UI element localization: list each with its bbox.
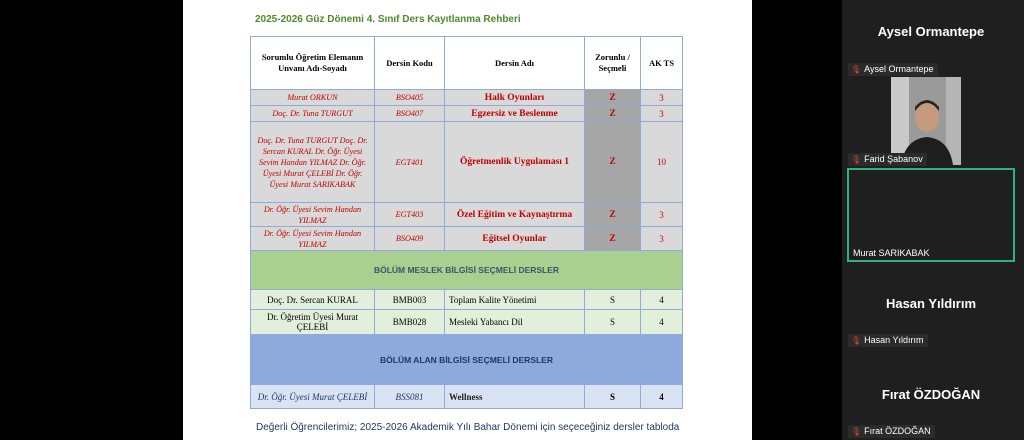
- header-code: Dersin Kodu: [375, 37, 445, 90]
- required-cell: S: [585, 290, 641, 310]
- instructor-cell: Dr. Öğretim Üyesi Murat ÇELEBİ: [251, 310, 375, 335]
- course-name-cell: Toplam Kalite Yönetimi: [445, 290, 585, 310]
- participant-tile-label: Murat SARIKABAK: [853, 248, 930, 258]
- mic-muted-icon: 🎙︎: [851, 336, 862, 345]
- participant-tile-label[interactable]: 🎙︎ Aysel Ormantepe: [848, 63, 938, 76]
- code-cell: BSO405: [375, 90, 445, 106]
- course-name-cell: Mesleki Yabancı Dil: [445, 310, 585, 335]
- code-cell: EGT403: [375, 203, 445, 227]
- document-footer-text: Değerli Öğrencilerimiz; 2025-2026 Akademik Yılı Bahar Dönemi için seçeceğiniz dersler tabloda: [256, 422, 680, 433]
- participant-tile-label[interactable]: 🎙︎ Hasan Yıldırım: [848, 334, 928, 347]
- course-table: [250, 36, 683, 409]
- section-title: BÖLÜM MESLEK BİLGİSİ SEÇMELİ DERSLER: [251, 251, 683, 290]
- required-cell: Z: [585, 227, 641, 251]
- table-header-row: [251, 37, 683, 90]
- ects-cell: 10: [641, 122, 683, 203]
- table-row: [251, 385, 683, 409]
- participant-name-large: Hasan Yıldırım: [885, 296, 977, 311]
- section-header-professional: [251, 251, 683, 290]
- ects-cell: 3: [641, 106, 683, 122]
- participant-tile-label[interactable]: 🎙︎ Fırat ÖZDOĞAN: [848, 425, 935, 438]
- mic-muted-icon: 🎙︎: [851, 65, 862, 74]
- course-name-cell: Wellness: [445, 385, 585, 409]
- required-cell: Z: [585, 203, 641, 227]
- required-cell: S: [585, 385, 641, 409]
- participant-name-large: Aysel Ormantepe: [877, 24, 985, 39]
- participant-video-image: [891, 77, 961, 165]
- mic-muted-icon: 🎙︎: [851, 155, 862, 164]
- table-row: [251, 290, 683, 310]
- document-title: 2025-2026 Güz Dönemi 4. Sınıf Ders Kayıtlanma Rehberi: [255, 14, 521, 25]
- section-title: BÖLÜM ALAN BİLGİSİ SEÇMELİ DERSLER: [251, 335, 683, 385]
- instructor-cell: Doç. Dr. Sercan KURAL: [251, 290, 375, 310]
- ects-cell: 4: [641, 310, 683, 335]
- instructor-cell: Doç. Dr. Tuna TURGUT Doç. Dr. Sercan KURAL Dr. Öğr. Üyesi Sevim Handan YILMAZ Dr. Öğr. Üyesi Murat ÇELEBİ Dr. Öğr. Üyesi Murat SARIKABAK: [251, 122, 375, 203]
- ects-cell: 3: [641, 90, 683, 106]
- table-row: [251, 122, 683, 203]
- table-row: [251, 310, 683, 335]
- course-name-cell: Egzersiz ve Beslenme: [445, 106, 585, 122]
- code-cell: BMB003: [375, 290, 445, 310]
- active-speaker-tile[interactable]: [847, 168, 1015, 262]
- course-name-cell: Özel Eğitim ve Kaynaştırma: [445, 203, 585, 227]
- ects-cell: 3: [641, 203, 683, 227]
- ects-cell: 4: [641, 385, 683, 409]
- section-header-field: [251, 335, 683, 385]
- table-row: [251, 90, 683, 106]
- document-page: [183, 0, 752, 440]
- mic-muted-icon: 🎙︎: [851, 427, 862, 436]
- instructor-cell: Dr. Öğr. Üyesi Sevim Handan YILMAZ: [251, 203, 375, 227]
- instructor-cell: Dr. Öğr. Üyesi Sevim Handan YILMAZ: [251, 227, 375, 251]
- participant-tile-label[interactable]: 🎙︎ Farid Şabanov: [848, 153, 927, 166]
- instructor-cell: Doç. Dr. Tuna TURGUT: [251, 106, 375, 122]
- ects-cell: 3: [641, 227, 683, 251]
- header-instructor: Sorumlu Öğretim Elemanın Unvanı Adı-Soyadı: [251, 37, 375, 90]
- code-cell: BMB028: [375, 310, 445, 335]
- code-cell: BSO407: [375, 106, 445, 122]
- code-cell: BSS081: [375, 385, 445, 409]
- table-row: [251, 227, 683, 251]
- participants-panel: [842, 0, 1024, 440]
- code-cell: EGT401: [375, 122, 445, 203]
- code-cell: BSO409: [375, 227, 445, 251]
- course-name-cell: Eğitsel Oyunlar: [445, 227, 585, 251]
- required-cell: Z: [585, 106, 641, 122]
- participant-video[interactable]: [891, 77, 961, 165]
- header-required: Zorunlu / Seçmeli: [585, 37, 641, 90]
- required-cell: Z: [585, 122, 641, 203]
- header-ects: AK TS: [641, 37, 683, 90]
- table-row: [251, 106, 683, 122]
- instructor-cell: Dr. Öğr. Üyesi Murat ÇELEBİ: [251, 385, 375, 409]
- course-name-cell: Öğretmenlik Uygulaması 1: [445, 122, 585, 203]
- ects-cell: 4: [641, 290, 683, 310]
- header-name: Dersin Adı: [445, 37, 585, 90]
- instructor-cell: Murat ORKUN: [251, 90, 375, 106]
- required-cell: Z: [585, 90, 641, 106]
- participant-name-large: Fırat ÖZDOĞAN: [881, 387, 981, 402]
- table-row: [251, 203, 683, 227]
- required-cell: S: [585, 310, 641, 335]
- course-name-cell: Halk Oyunları: [445, 90, 585, 106]
